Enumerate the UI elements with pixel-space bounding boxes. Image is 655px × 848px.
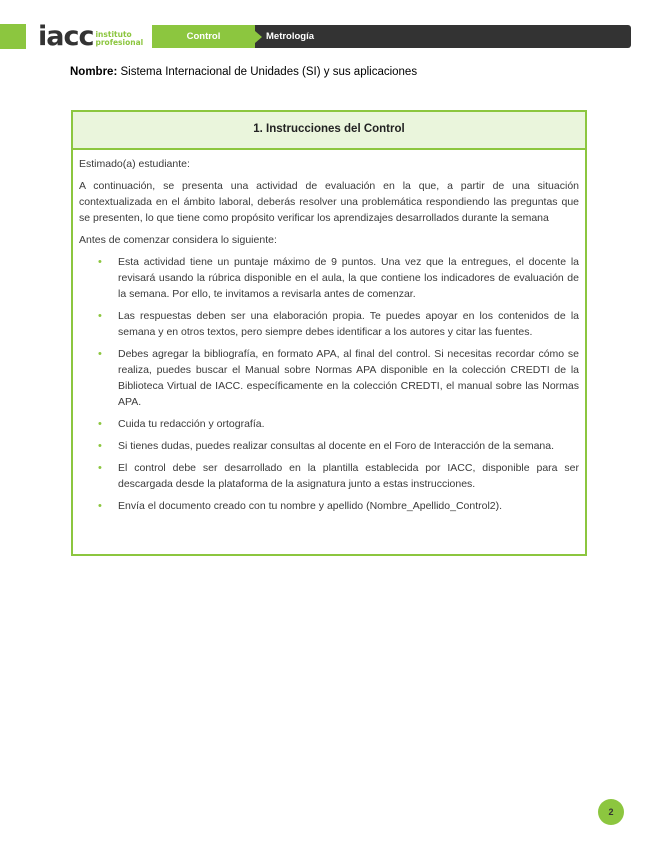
list-item-text: Las respuestas deben ser una elaboración propia. Te puedes apoyar en los contenidos de la semana y en otros textos, pero siempre debes identificar a los autores y citar las fuentes.	[118, 310, 579, 338]
instructions-box	[71, 110, 587, 556]
list-item	[79, 308, 579, 340]
list-item-text: Envía el documento creado con tu nombre y apellido (Nombre_Apellido_Control2).	[118, 500, 503, 512]
logo-main-text: iacc	[38, 21, 94, 52]
list-item-text: Si tienes dudas, puedes realizar consultas al docente en el Foro de Interacción de la semana.	[118, 440, 555, 452]
bullet-icon: •	[98, 418, 102, 430]
instructions-title: 1. Instrucciones del Control	[73, 112, 585, 150]
header-tab-arrow-icon	[255, 31, 262, 43]
instructions-list	[79, 254, 579, 514]
greeting: Estimado(a) estudiante:	[79, 158, 190, 170]
document-name-line	[70, 66, 417, 78]
page-number-badge: 2	[598, 799, 624, 825]
logo-sub-line-2: profesional	[95, 38, 144, 47]
list-item	[79, 460, 579, 492]
list-item	[79, 346, 579, 410]
list-item-text: Debes agregar la bibliografía, en formato APA, al final del control. Si necesitas recordar cómo se realiza, puedes buscar el Manual sobre Normas APA disponible en la colección CREDTI de la Biblioteca Virtual de IACC. específicamente en la colección CREDTI, el manual sobre las Normas APA.	[118, 348, 579, 408]
header-green-square	[0, 24, 26, 49]
lead-paragraph: Antes de comenzar considera lo siguiente:	[79, 234, 277, 246]
list-item	[79, 438, 579, 454]
list-item	[79, 498, 579, 514]
list-item	[79, 416, 579, 432]
list-item	[79, 254, 579, 302]
name-value: Sistema Internacional de Unidades (SI) y sus aplicaciones	[120, 66, 418, 78]
intro-paragraph: A continuación, se presenta una actividad de evaluación en la que, a partir de una situación contextualizada en el ámbito laboral, deberás resolver una problemática respondiendo las preguntas que se presenten, lo que tiene como propósito verificar los aprendizajes desarrollados durante la semana	[79, 180, 579, 224]
header-course-name: Metrología	[266, 31, 315, 42]
bullet-icon: •	[98, 256, 102, 268]
bullet-icon: •	[98, 310, 102, 322]
iacc-logo	[38, 22, 143, 50]
bullet-icon: •	[98, 500, 102, 512]
logo-sub-line-1: instituto	[95, 30, 132, 39]
list-item-text: Cuida tu redacción y ortografía.	[118, 418, 265, 430]
list-item-text: Esta actividad tiene un puntaje máximo de 9 puntos. Una vez que la entregues, el docente la revisará usando la rúbrica disponible en el aula, la que contiene los indicadores de evaluación de la semana. Por ello, te invitamos a revisarla antes de comenzar.	[118, 256, 579, 300]
bullet-icon: •	[98, 462, 102, 474]
logo-subtitle	[95, 31, 143, 47]
header-tab-label: Control	[186, 31, 221, 42]
bullet-icon: •	[98, 348, 102, 360]
bullet-icon: •	[98, 440, 102, 452]
name-label: Nombre:	[70, 66, 118, 78]
instructions-body	[73, 150, 585, 514]
list-item-text: El control debe ser desarrollado en la plantilla establecida por IACC, disponible para ser descargada desde la plataforma de la asignatura junto a estas instrucciones.	[118, 462, 579, 490]
